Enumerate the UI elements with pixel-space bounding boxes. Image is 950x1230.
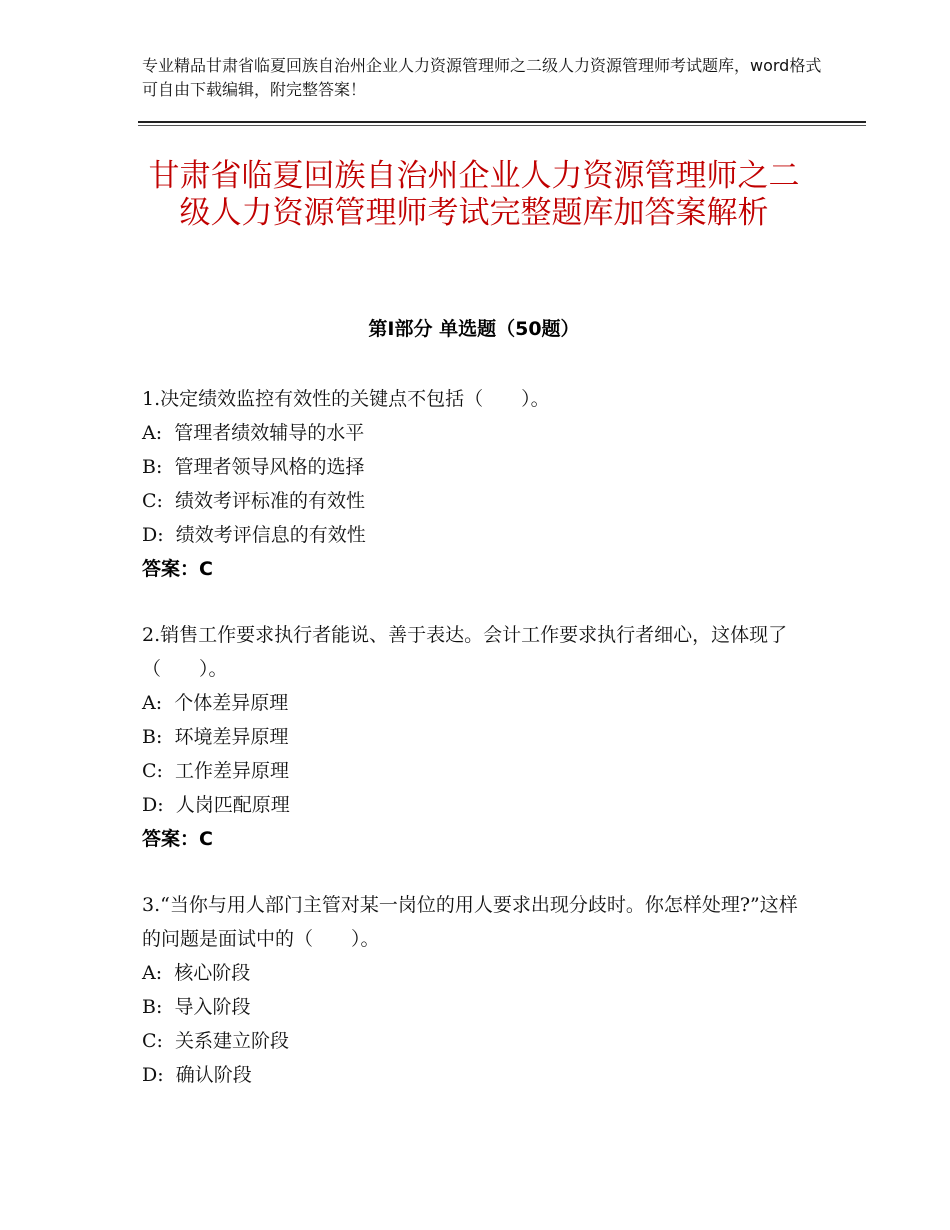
document-title: 甘肃省临夏回族自治州企业人力资源管理师之二级人力资源管理师考试完整题库加答案解析 <box>148 158 800 231</box>
option-c: C: 绩效考评标准的有效性 <box>142 490 366 512</box>
question-1 <box>142 382 822 586</box>
option-b: B: 管理者领导风格的选择 <box>142 456 365 478</box>
header-rule-thin <box>138 125 866 126</box>
option-d: D: 绩效考评信息的有效性 <box>142 524 366 546</box>
question-3 <box>142 888 822 1092</box>
option-d: D: 确认阶段 <box>142 1064 252 1086</box>
header-rule-thick <box>138 121 866 123</box>
option-a: A: 管理者绩效辅导的水平 <box>142 422 365 444</box>
question-stem: 1.决定绩效监控有效性的关键点不包括（ ）。 <box>142 388 550 410</box>
option-c: C: 关系建立阶段 <box>142 1030 290 1052</box>
option-d: D: 人岗匹配原理 <box>142 794 290 816</box>
question-stem: 3.“当你与用人部门主管对某一岗位的用人要求出现分歧时。你怎样处理?”这样的问题是面试中的（ ）。 <box>142 894 798 950</box>
answer: 答案：C <box>142 828 213 850</box>
question-stem: 2.销售工作要求执行者能说、善于表达。会计工作要求执行者细心，这体现了（ ）。 <box>142 624 788 680</box>
header-note: 专业精品甘肃省临夏回族自治州企业人力资源管理师之二级人力资源管理师考试题库，word格式可自由下载编辑，附完整答案！ <box>142 56 822 99</box>
option-b: B: 导入阶段 <box>142 996 251 1018</box>
question-list <box>142 382 822 1124</box>
option-a: A: 核心阶段 <box>142 962 251 984</box>
option-b: B: 环境差异原理 <box>142 726 289 748</box>
answer: 答案：C <box>142 558 213 580</box>
section-title: 第Ⅰ部分 单选题（50题） <box>368 318 580 340</box>
option-a: A: 个体差异原理 <box>142 692 289 714</box>
option-c: C: 工作差异原理 <box>142 760 290 782</box>
question-2 <box>142 618 822 856</box>
